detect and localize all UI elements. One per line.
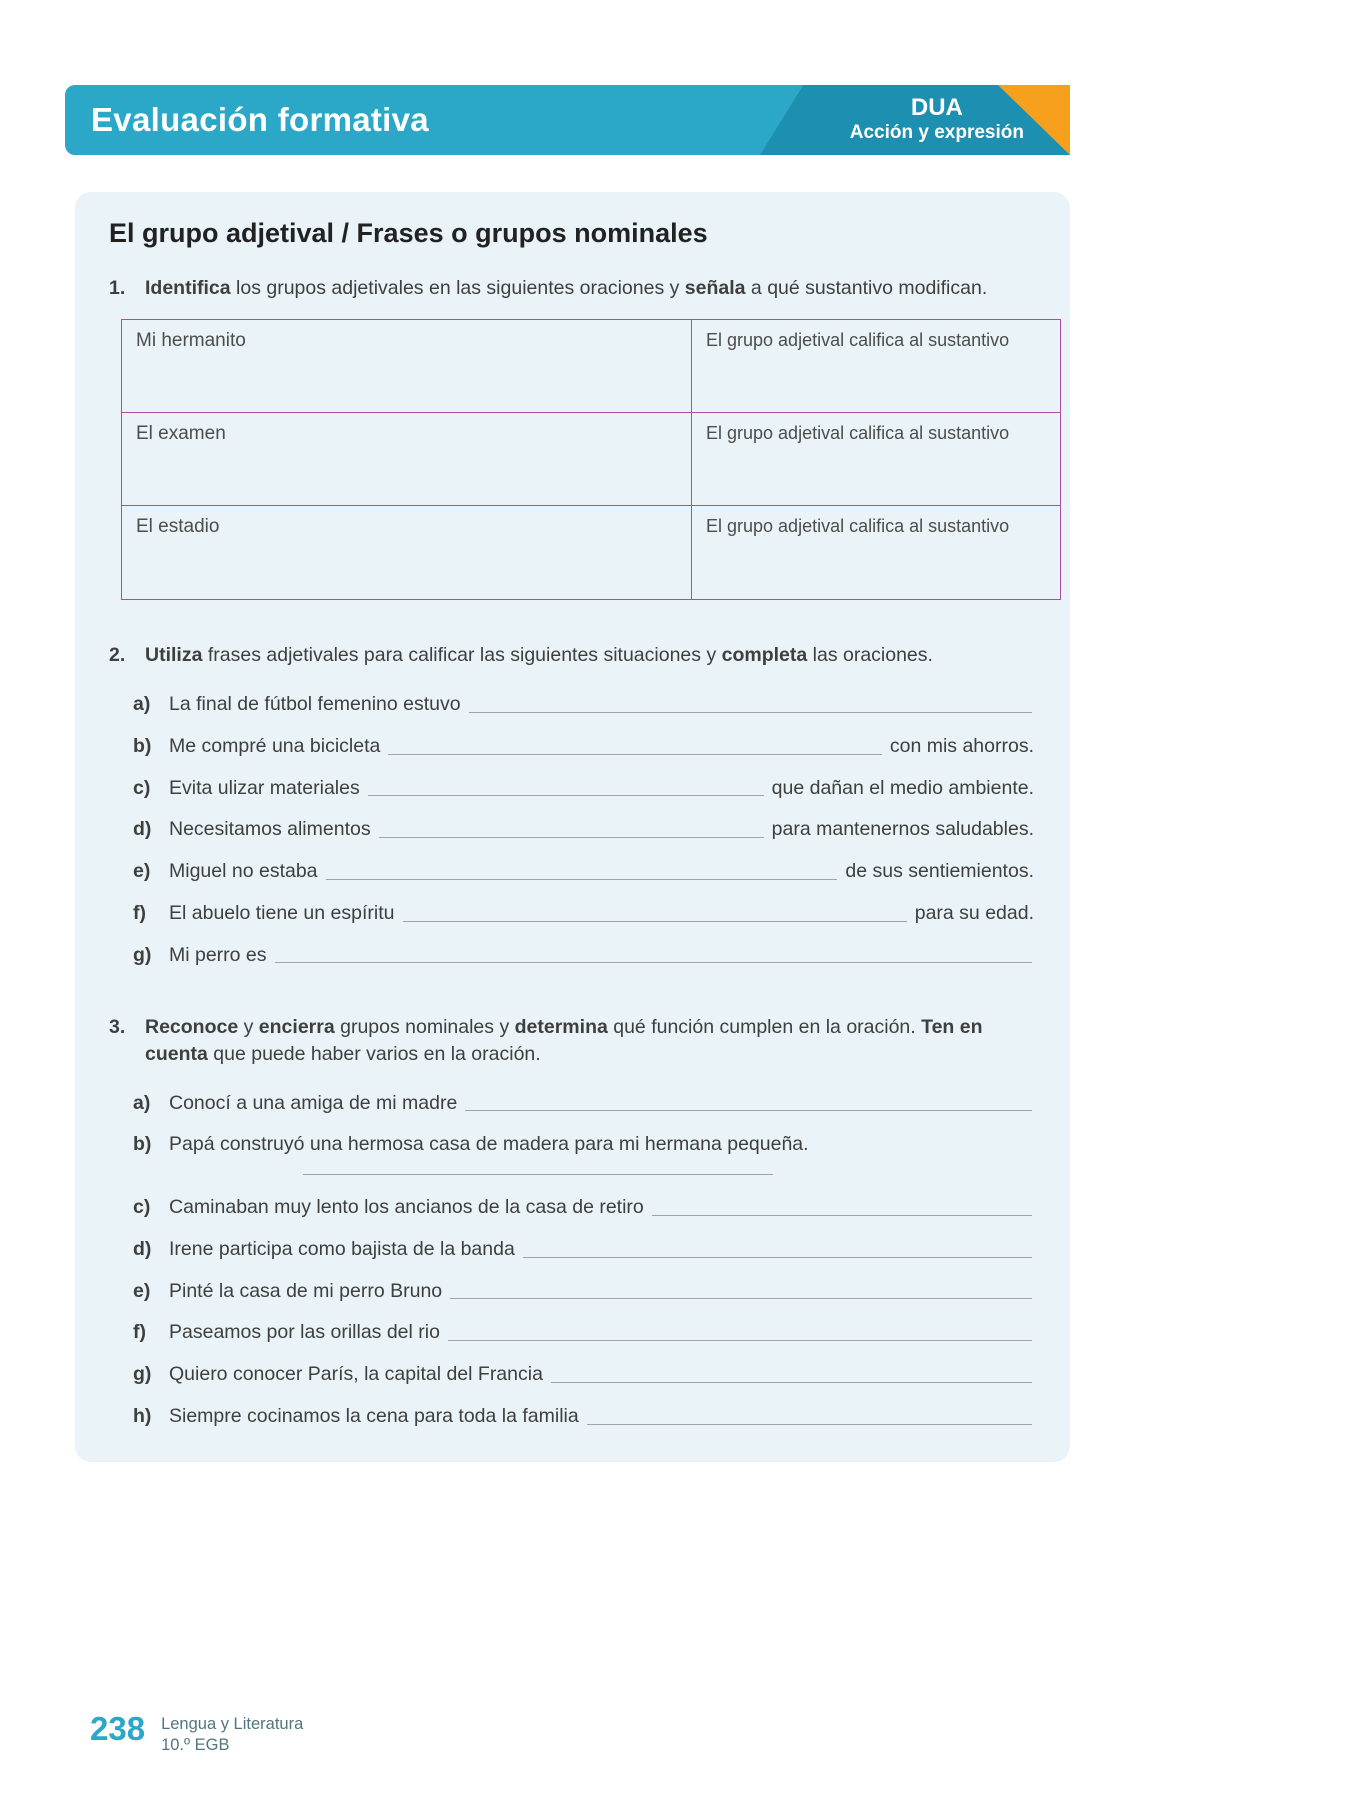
subject-text: Mi hermanito <box>136 330 246 352</box>
exercise-3-number: 3. <box>109 1016 126 1039</box>
exercise-3-items <box>133 1091 1034 1430</box>
answer-cell[interactable] <box>692 506 1060 599</box>
fill-item <box>133 692 1034 718</box>
exercise-1-prompt <box>109 275 1034 301</box>
exercise-1-prompt-text: Identifica los grupos adjetivales en las siguientes oraciones y señala a qué sustantivo modifican. <box>145 277 988 299</box>
fill-item <box>133 1279 1034 1305</box>
item-text: Quiero conocer París, la capital del Francia <box>169 1363 543 1386</box>
answer-line[interactable] <box>326 879 838 880</box>
exercise-2-items <box>133 692 1034 968</box>
item-letter: f) <box>133 901 146 924</box>
item-letter: a) <box>133 1091 151 1114</box>
fill-item <box>133 1237 1034 1263</box>
subject-cell[interactable] <box>122 320 692 413</box>
item-letter: b) <box>133 734 152 757</box>
item-text: Siempre cocinamos la cena para toda la familia <box>169 1404 579 1427</box>
item-text: Pinté la casa de mi perro Bruno <box>169 1279 443 1302</box>
answer-cell[interactable] <box>692 413 1060 506</box>
dua-badge <box>850 94 1024 143</box>
answer-line[interactable] <box>450 1298 1032 1299</box>
fill-item <box>133 817 1034 843</box>
answer-line[interactable] <box>523 1257 1032 1258</box>
item-letter: b) <box>133 1133 152 1156</box>
answer-line[interactable] <box>368 795 764 796</box>
answer-line[interactable] <box>403 921 907 922</box>
item-letter: e) <box>133 860 151 883</box>
item-text-after: de sus sentiemientos. <box>845 860 1034 883</box>
fill-item <box>133 734 1034 760</box>
subject-cell[interactable] <box>122 506 692 599</box>
exercise-1 <box>109 275 1034 600</box>
item-letter: e) <box>133 1279 151 1302</box>
item-text-after: para su edad. <box>914 901 1034 924</box>
answer-note: El grupo adjetival califica al sustantivo <box>706 330 1010 351</box>
item-letter: c) <box>133 1196 151 1219</box>
subject-text: El estadio <box>136 516 220 538</box>
item-letter: d) <box>133 818 152 841</box>
fill-item <box>133 1320 1034 1346</box>
exercise-2-number: 2. <box>109 644 126 667</box>
answer-line[interactable] <box>379 837 764 838</box>
page-footer <box>90 1712 303 1755</box>
item-text: El abuelo tiene un espíritu <box>169 901 395 924</box>
fill-item <box>133 901 1034 927</box>
item-text: Conocí a una amiga de mi madre <box>169 1091 458 1114</box>
item-letter: g) <box>133 1363 152 1386</box>
item-text: Evita ulizar materiales <box>169 776 360 799</box>
item-text: La final de fútbol femenino estuvo <box>169 693 461 716</box>
page-title: Evaluación formativa <box>91 101 429 138</box>
fill-item <box>133 776 1034 802</box>
fill-item <box>133 1091 1034 1117</box>
answer-line[interactable] <box>303 1174 773 1175</box>
answer-line[interactable] <box>465 1110 1032 1111</box>
answer-note: El grupo adjetival califica al sustantivo <box>706 423 1010 444</box>
dua-badge-title: DUA <box>910 94 963 121</box>
exercise-2-prompt-text: Utiliza frases adjetivales para calificar las siguientes situaciones y completa las oraciones. <box>145 644 933 667</box>
fill-item <box>133 1195 1034 1221</box>
item-text: Me compré una bicicleta <box>169 734 381 757</box>
item-text: Mi perro es <box>169 943 267 966</box>
dua-badge-subtitle: Acción y expresión <box>849 121 1024 143</box>
item-text: Papá construyó una hermosa casa de madera para mi hermana pequeña. <box>169 1133 809 1156</box>
item-text: Miguel no estaba <box>169 860 318 883</box>
item-text: Paseamos por las orillas del rio <box>169 1321 440 1344</box>
page-number: 238 <box>90 1710 146 1747</box>
answers-table <box>121 319 1061 600</box>
answer-line[interactable] <box>388 754 882 755</box>
fill-item <box>133 1362 1034 1388</box>
item-text: Necesitamos alimentos <box>169 818 371 841</box>
item-text-after: para mantenernos saludables. <box>771 818 1034 841</box>
grade-label: 10.º EGB <box>161 1735 230 1754</box>
item-letter: c) <box>133 776 151 799</box>
answer-line[interactable] <box>652 1215 1032 1216</box>
item-letter: a) <box>133 693 151 716</box>
item-text-after: que dañan el medio ambiente. <box>771 776 1034 799</box>
item-text: Caminaban muy lento los ancianos de la casa de retiro <box>169 1196 644 1219</box>
item-letter: d) <box>133 1237 152 1260</box>
subject-text: El examen <box>136 423 226 445</box>
exercise-1-number: 1. <box>109 277 126 299</box>
exercise-2-prompt <box>109 642 1034 668</box>
exercise-2 <box>109 642 1034 968</box>
answer-line[interactable] <box>275 962 1032 963</box>
answer-note: El grupo adjetival califica al sustantivo <box>706 516 1010 537</box>
item-text: Irene participa como bajista de la banda <box>169 1237 515 1260</box>
fill-item <box>133 1404 1034 1430</box>
fill-item <box>133 859 1034 885</box>
exercise-3-prompt <box>109 1014 1034 1066</box>
subject-cell[interactable] <box>122 413 692 506</box>
item-letter: h) <box>133 1404 152 1427</box>
fill-item <box>133 1132 1034 1158</box>
item-letter: g) <box>133 943 152 966</box>
item-letter: f) <box>133 1321 146 1344</box>
footer-meta <box>161 1712 303 1755</box>
answer-line[interactable] <box>587 1424 1032 1425</box>
worksheet-title: El grupo adjetival / Frases o grupos nominales <box>109 218 708 248</box>
book-title: Lengua y Literatura <box>161 1715 304 1733</box>
fill-item <box>133 943 1034 969</box>
exercise-3 <box>109 1014 1034 1429</box>
answer-line[interactable] <box>448 1340 1032 1341</box>
header-bar <box>65 85 1070 155</box>
answer-cell[interactable] <box>692 320 1060 413</box>
answer-line[interactable] <box>551 1382 1032 1383</box>
exercise-3-prompt-text: Reconoce y encierra grupos nominales y determina qué función cumplen en la oración. Ten en cuenta que puede haber varios en la oración. <box>145 1016 983 1065</box>
item-text-after: con mis ahorros. <box>889 734 1034 757</box>
answer-line[interactable] <box>469 712 1032 713</box>
worksheet-panel <box>75 192 1070 1462</box>
